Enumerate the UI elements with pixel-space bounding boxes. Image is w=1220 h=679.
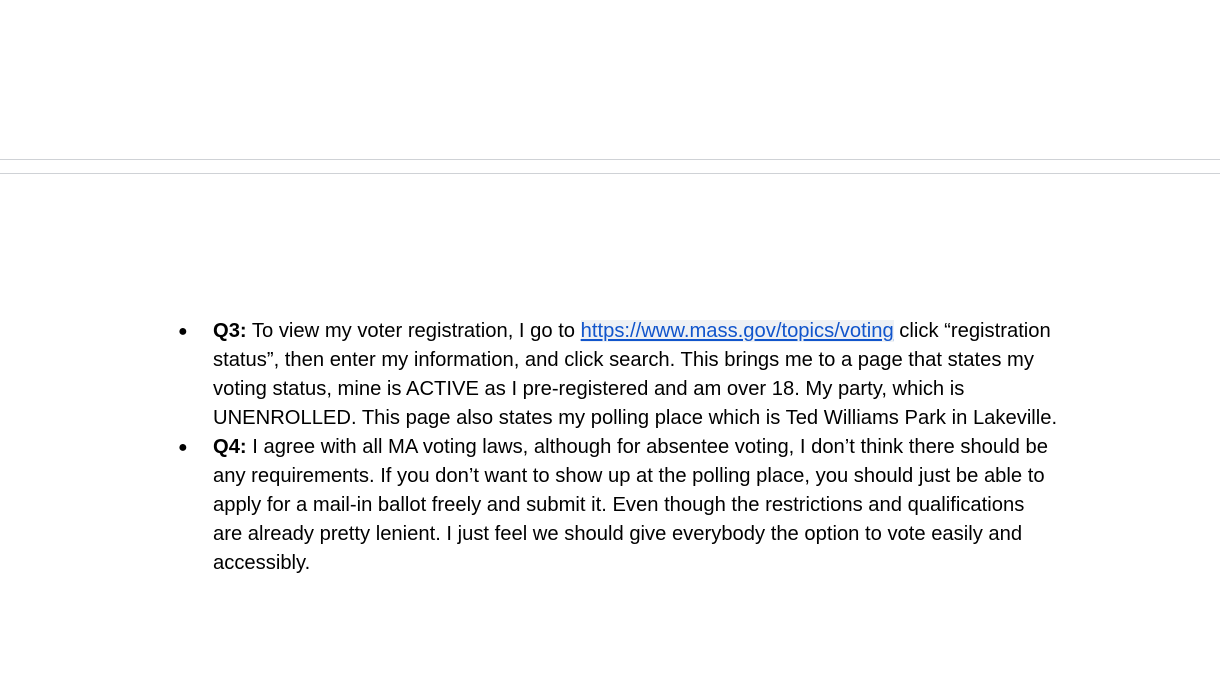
question-label-q4: Q4: [213, 436, 247, 458]
list-item-q3[interactable] [178, 317, 1058, 433]
mass-gov-voting-link[interactable]: https://www.mass.gov/topics/voting [580, 320, 894, 342]
page-break-top-line [0, 159, 1220, 160]
question-label-q3: Q3: [213, 320, 247, 342]
bullet-icon: ● [178, 439, 188, 456]
answers-bullet-list [178, 317, 1058, 578]
bullet-icon: ● [178, 323, 188, 340]
answer-text-q3-part2: click “registration status”, then enter my information, and click search. This brings me to a page that states my voting status, mine is ACTIVE as I pre-registered and am over 18. My party, which is UNENROLLED. This page also states my polling place which is Ted Williams Park in Lakeville. [213, 320, 1058, 429]
answer-text-q3-part1: To view my voter registration, I go to [246, 320, 581, 342]
answer-text-q4: I agree with all MA voting laws, although for absentee voting, I don’t think there should be any requirements. If you don’t want to show up at the polling place, you should just be able to apply for a mail-in ballot freely and submit it. Even though the restrictions and qualifications are already pretty lenient. I just feel we should give everybody the option to vote easily and accessibly. [213, 436, 1048, 574]
page-break-bottom-line [0, 173, 1220, 174]
list-item-q4[interactable] [178, 433, 1058, 578]
